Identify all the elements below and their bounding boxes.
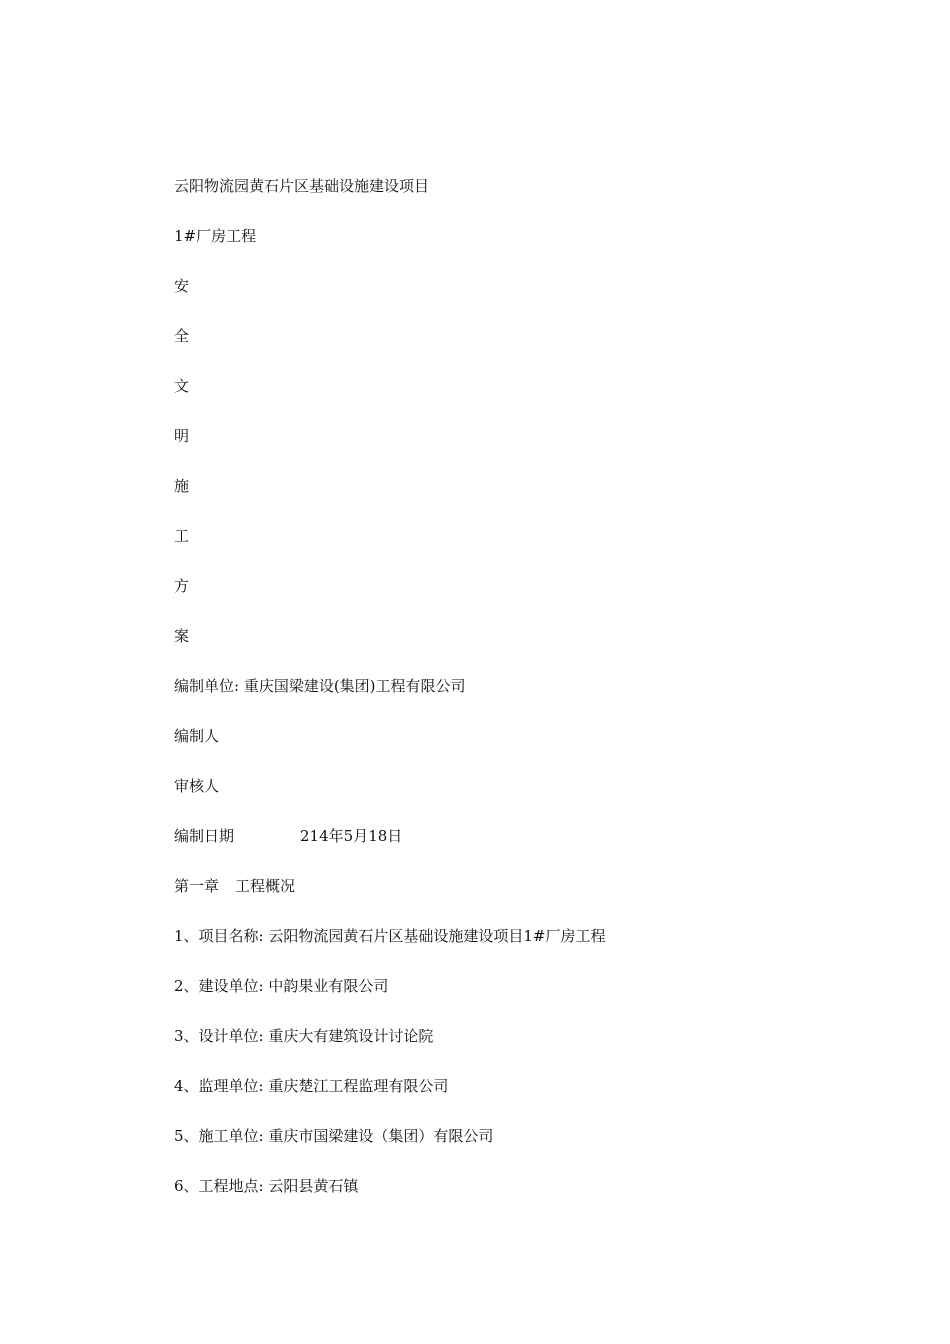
vertical-title-char: 文 bbox=[174, 377, 190, 395]
vertical-title-char: 工 bbox=[174, 527, 190, 545]
sub-title: 1#厂房工程 bbox=[174, 227, 257, 245]
chapter-number: 第一章 bbox=[174, 877, 220, 895]
vertical-title-char: 方 bbox=[174, 577, 190, 595]
compile-date-row bbox=[174, 822, 874, 872]
vertical-title-char: 明 bbox=[174, 427, 190, 445]
date-value: 214年5月18日 bbox=[300, 827, 403, 845]
list-item: 1、项目名称: 云阳物流园黄石片区基础设施建设项目1#厂房工程 bbox=[174, 927, 606, 945]
vertical-title-char: 全 bbox=[174, 327, 190, 345]
list-item: 4、监理单位: 重庆楚江工程监理有限公司 bbox=[174, 1077, 449, 1095]
chapter-heading bbox=[174, 872, 874, 922]
compiling-unit: 编制单位: 重庆国梁建设(集团)工程有限公司 bbox=[174, 677, 466, 695]
author-label: 编制人 bbox=[174, 727, 220, 745]
document-page bbox=[174, 172, 874, 1222]
vertical-title-char: 施 bbox=[174, 477, 190, 495]
reviewer-label: 审核人 bbox=[174, 777, 220, 795]
chapter-title: 工程概况 bbox=[235, 877, 296, 895]
list-item: 3、设计单位: 重庆大有建筑设计讨论院 bbox=[174, 1027, 434, 1045]
project-title: 云阳物流园黄石片区基础设施建设项目 bbox=[174, 177, 430, 195]
vertical-title-char: 案 bbox=[174, 627, 190, 645]
vertical-title-char: 安 bbox=[174, 277, 190, 295]
list-item: 6、工程地点: 云阳县黄石镇 bbox=[174, 1177, 359, 1195]
list-item: 2、建设单位: 中韵果业有限公司 bbox=[174, 977, 389, 995]
list-item: 5、施工单位: 重庆市国梁建设（集团）有限公司 bbox=[174, 1127, 494, 1145]
date-label: 编制日期 bbox=[174, 827, 235, 845]
